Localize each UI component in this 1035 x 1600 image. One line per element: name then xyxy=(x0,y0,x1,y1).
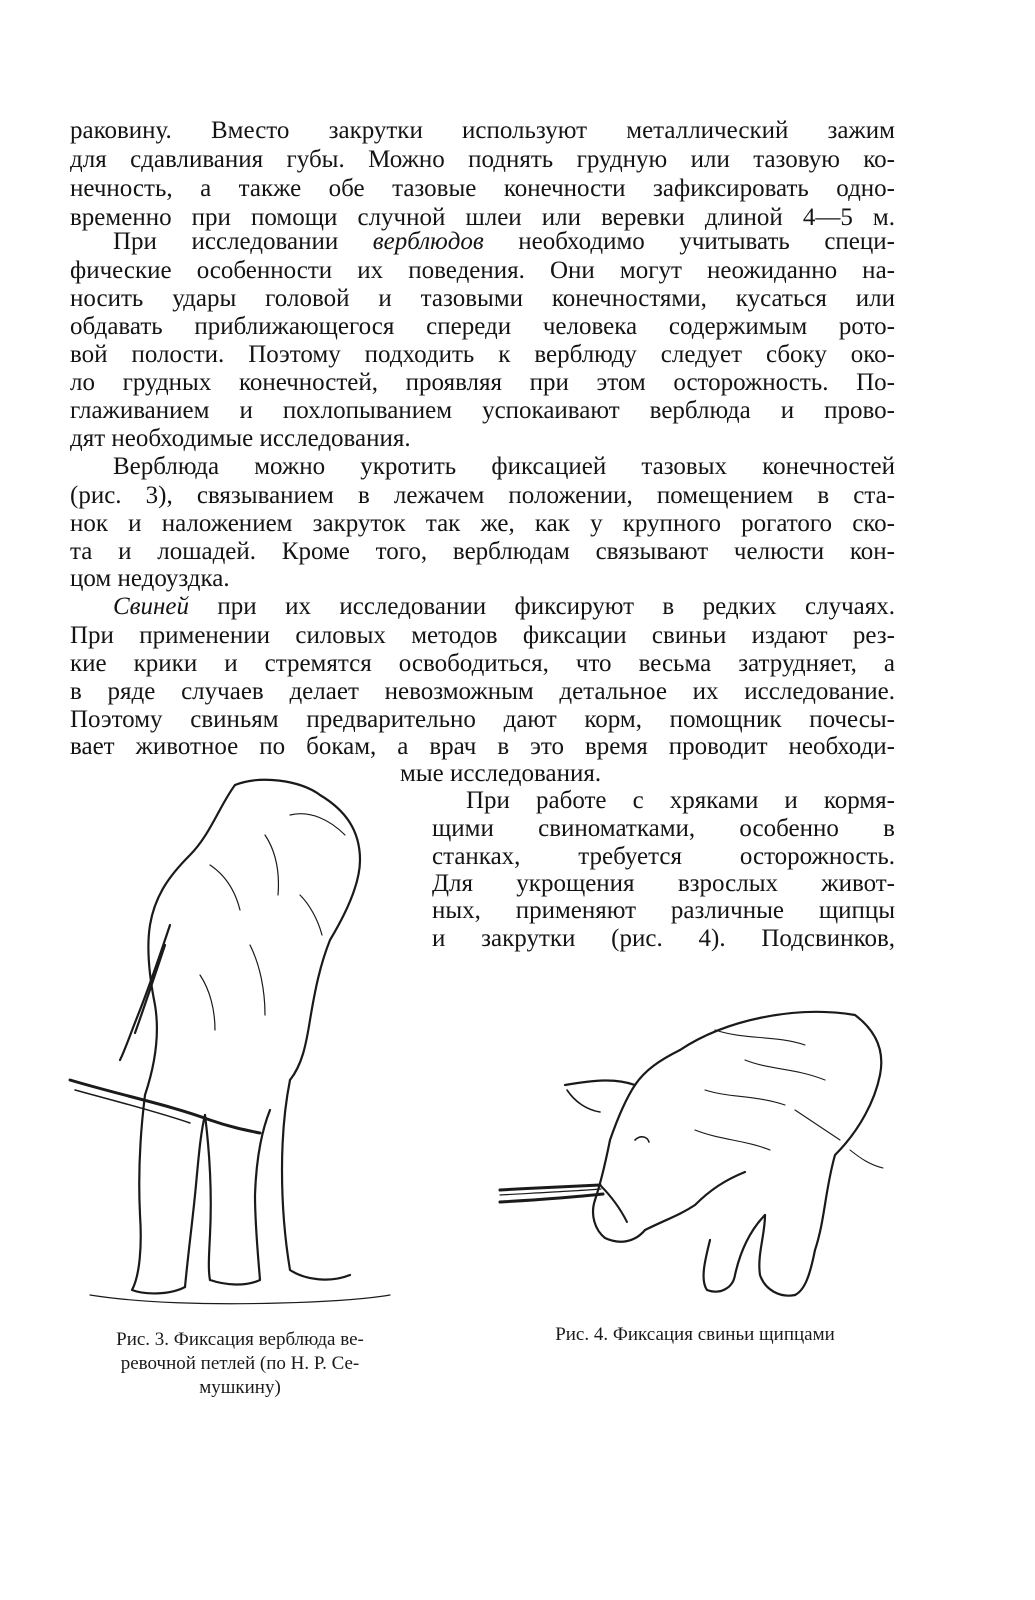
right-column-line: Для укрощения взрослых живот- xyxy=(432,870,895,897)
pig-paragraph-start: Свиней при их исследовании фиксируют в редких случаях. xyxy=(113,593,895,620)
text-line: мые исследования. xyxy=(400,760,602,787)
text-line: фические особенности их поведения. Они могут неожиданно на- xyxy=(70,257,895,284)
text-line: носить удары головой и тазовыми конечностями, кусаться или xyxy=(70,285,895,312)
text-line: нок и наложением закруток так же, как у крупного рогатого ско- xyxy=(70,510,895,537)
right-column-line: щими свиноматками, особенно в xyxy=(432,815,895,842)
text-line: ло грудных конечностей, проявляя при этом осторожность. По- xyxy=(70,369,895,396)
italic-term: верблюдов xyxy=(372,228,484,255)
right-column-line: ных, применяют различные щипцы xyxy=(432,897,895,924)
camel-hind-legs-illustration xyxy=(60,775,420,1315)
text-line: для сдавливания губы. Можно поднять грудную или тазовую ко- xyxy=(70,146,895,173)
text-line: обдавать приближающегося спереди человека содержимым рото- xyxy=(70,313,895,340)
text-line: временно при помощи случной шлеи или веревки длиной 4—5 м. xyxy=(70,204,895,231)
text-line: При применении силовых методов фиксации свиньи издают рез- xyxy=(70,622,895,649)
text-line: цом недоуздка. xyxy=(70,565,230,592)
text-line: кие крики и стремятся освободиться, что весьма затрудняет, а xyxy=(70,650,895,677)
text-line: Поэтому свиньям предварительно дают корм, помощник почесы- xyxy=(70,706,895,733)
text-line: нечность, а также обе тазовые конечности зафиксировать одно- xyxy=(70,175,895,202)
italic-term: Свиней xyxy=(113,593,190,620)
figure-4-caption: Рис. 4. Фиксация свиньи щипцами xyxy=(555,1324,835,1345)
text-line: глаживанием и похлопыванием успокаивают верблюда и прово- xyxy=(70,397,895,424)
text-line: (рис. 3), связыванием в лежачем положении, помещением в ста- xyxy=(70,482,895,509)
figure-3-caption: Рис. 3. Фиксация верблюда ве- ревочной петлей (по Н. Р. Се- мушкину) xyxy=(116,1329,364,1398)
text-line: вает животное по бокам, а врач в это время проводит необходи- xyxy=(70,733,895,760)
text-line: в ряде случаев делает невозможным детальное их исследование. xyxy=(70,678,895,705)
camel-paragraph-start: При исследовании верблюдов необходимо учитывать специ- xyxy=(113,228,895,255)
text-line: дят необходимые исследования. xyxy=(70,425,411,452)
text-line: та и лошадей. Кроме того, верблюдам связывают челюсти кон- xyxy=(70,538,895,565)
text-line: раковину. Вместо закрутки используют металлический зажим xyxy=(70,117,895,144)
right-column-line: При работе с хряками и кормя- xyxy=(466,787,895,814)
text-line: Верблюда можно укротить фиксацией тазовых конечностей xyxy=(113,453,895,480)
text-line: вой полости. Поэтому подходить к верблюду следует сбоку око- xyxy=(70,341,895,368)
pig-tongs-illustration xyxy=(495,990,895,1310)
right-column-line: станках, требуется осторожность. xyxy=(432,843,895,870)
right-column-line: и закрутки (рис. 4). Подсвинков, xyxy=(432,925,895,952)
